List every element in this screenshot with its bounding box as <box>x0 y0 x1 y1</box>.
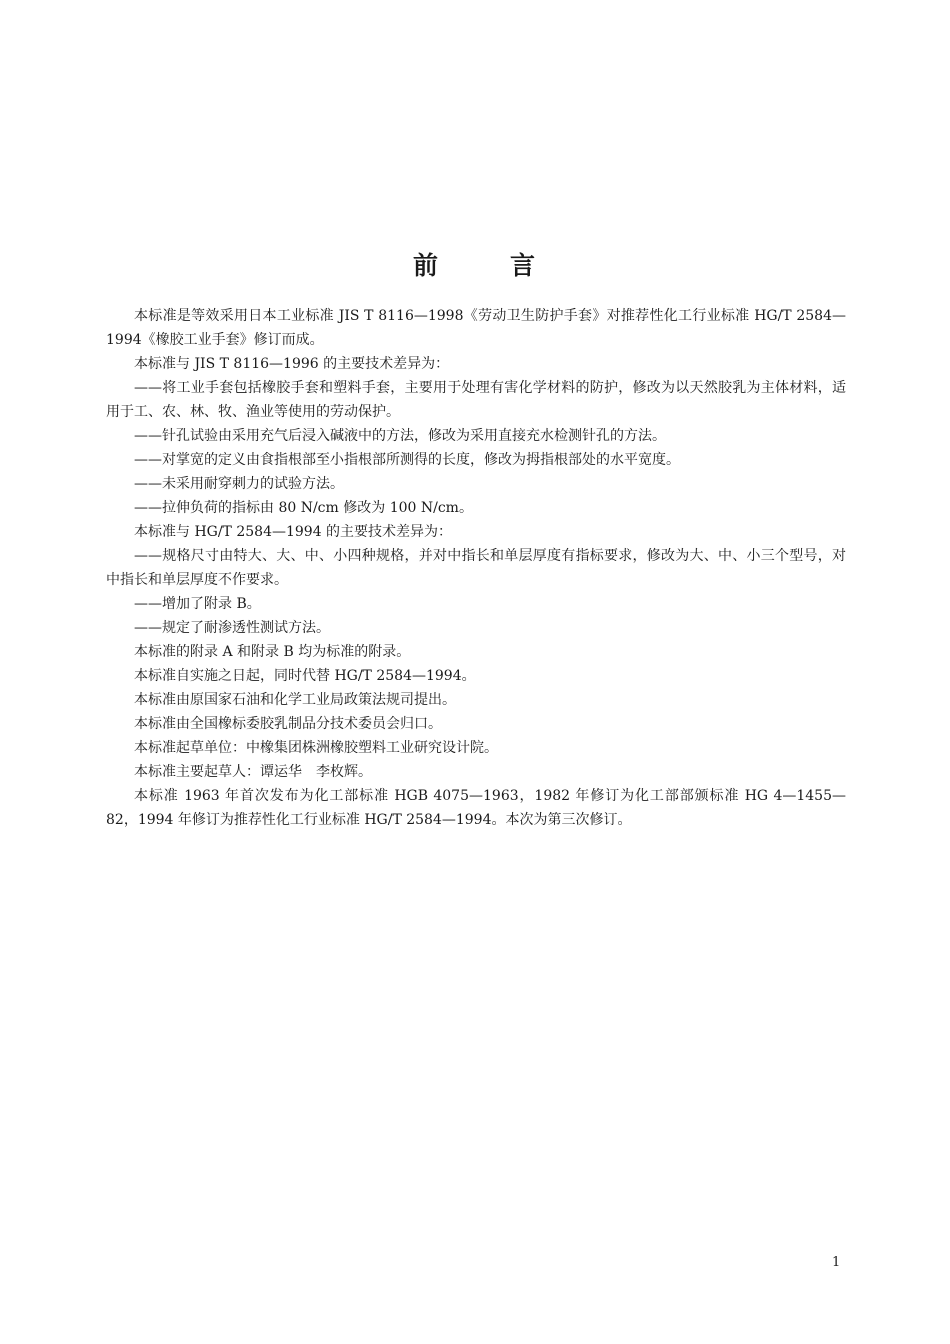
paragraph: ——对掌宽的定义由食指根部至小指根部所测得的长度，修改为拇指根部处的水平宽度。 <box>134 452 680 468</box>
page-number: 1 <box>832 1255 841 1270</box>
paragraph: ——针孔试验由采用充气后浸入碱液中的方法，修改为采用直接充水检测针孔的方法。 <box>134 428 666 444</box>
paragraph: 本标准自实施之日起，同时代替 HG/T 2584—1994。 <box>134 668 476 684</box>
paragraph: 本标准与 JIS T 8116—1996 的主要技术差异为： <box>134 356 450 372</box>
title-char-1: 前 <box>412 251 440 280</box>
paragraph: ——将工业手套包括橡胶手套和塑料手套，主要用于处理有害化学材料的防护，修改为以天然胶乳为主体材料，适用于工、农、林、牧、渔业等使用的劳动保护。 <box>106 380 846 420</box>
paragraph: ——增加了附录 B。 <box>134 596 261 612</box>
paragraph: 本标准由全国橡标委胶乳制品分技术委员会归口。 <box>134 716 442 732</box>
page-title <box>0 246 950 282</box>
paragraph: 本标准 1963 年首次发布为化工部标准 HGB 4075—1963，1982 年修订为化工部部颁标准 HG 4—1455—82，1994 年修订为推荐性化工行业标准 HG/T 2584—1994。本次为第三次修订。 <box>106 788 846 828</box>
paragraph: 本标准的附录 A 和附录 B 均为标准的附录。 <box>134 644 411 660</box>
paragraph: ——未采用耐穿刺力的试验方法。 <box>134 476 344 492</box>
title-char-2: 言 <box>510 251 538 280</box>
paragraph: ——规格尺寸由特大、大、中、小四种规格，并对中指长和单层厚度有指标要求，修改为大、中、小三个型号，对中指长和单层厚度不作要求。 <box>106 548 846 588</box>
paragraph: ——规定了耐渗透性测试方法。 <box>134 620 330 636</box>
paragraph: 本标准与 HG/T 2584—1994 的主要技术差异为： <box>134 524 453 540</box>
foreword-body <box>106 304 846 832</box>
paragraph: 本标准起草单位：中橡集团株洲橡胶塑料工业研究设计院。 <box>134 740 498 756</box>
paragraph: ——拉伸负荷的指标由 80 N/cm 修改为 100 N/cm。 <box>134 500 473 516</box>
paragraph: 本标准主要起草人：谭运华 李枚辉。 <box>134 764 372 780</box>
paragraph: 本标准由原国家石油和化学工业局政策法规司提出。 <box>134 692 456 708</box>
paragraph: 本标准是等效采用日本工业标准 JIS T 8116—1998《劳动卫生防护手套》对推荐性化工行业标准 HG/T 2584—1994《橡胶工业手套》修订而成。 <box>106 308 846 348</box>
